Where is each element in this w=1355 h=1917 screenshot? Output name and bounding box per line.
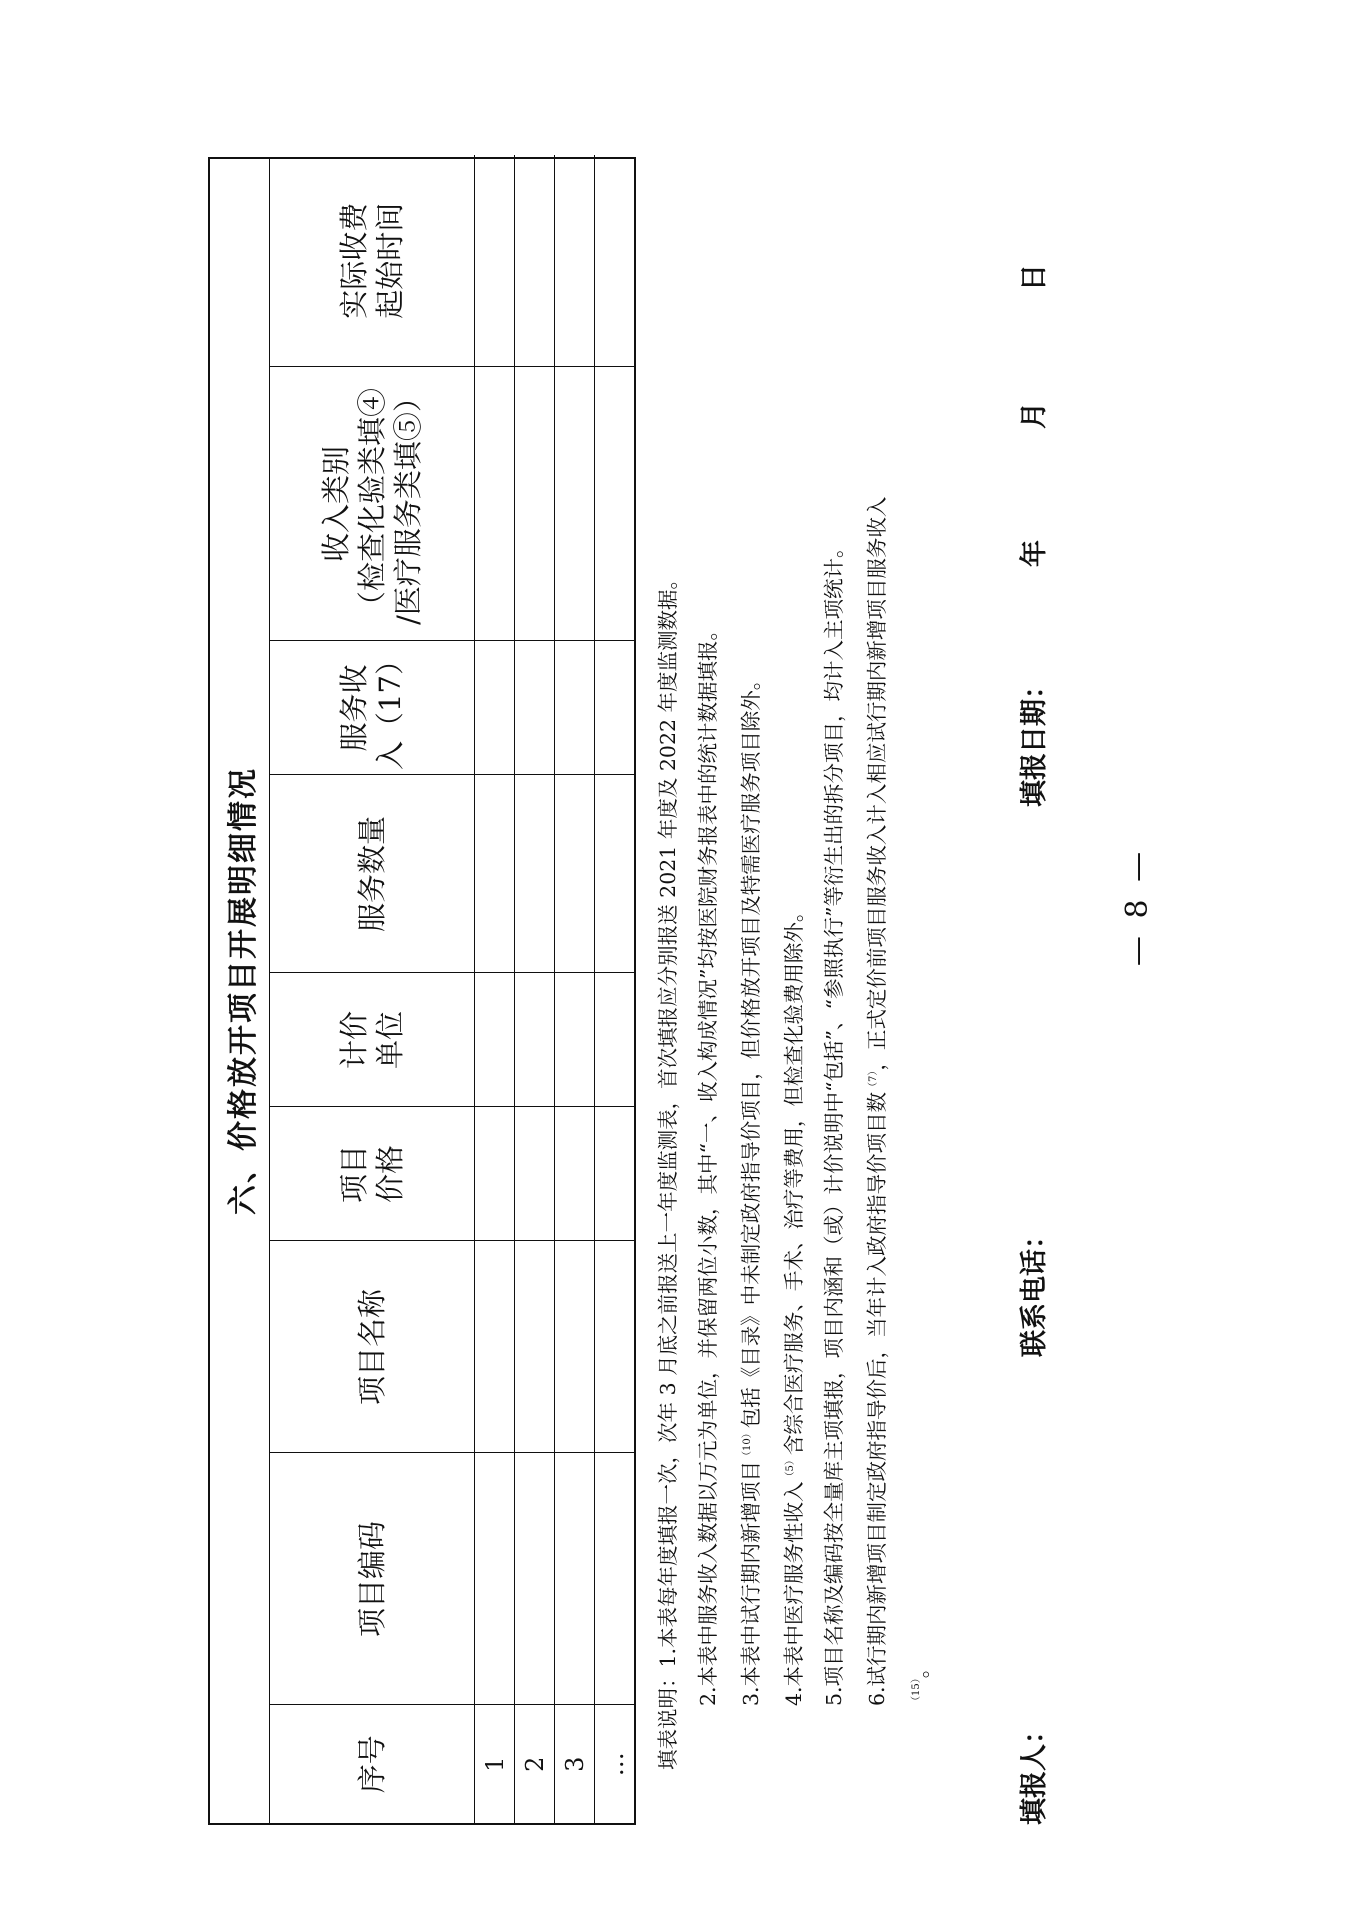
price-liberalized-items-table — [208, 157, 636, 1825]
header-row — [270, 155, 475, 1823]
note-line-7: $^{(15)}$。 — [908, 1657, 932, 1706]
filler-label: 填报人： — [1019, 1717, 1050, 1825]
header-item-code: 项目编码 — [270, 1453, 475, 1705]
detail-grid — [270, 155, 634, 1823]
header-service-revenue: 服务收 入（17） — [270, 641, 475, 775]
note-line-6: 6.试行期内新增项目制定政府指导价后，当年计入政府指导价项目数$^{(7)}$，正式定价前项目服务收入计入相应试行期内新增项目服务收入 — [865, 496, 889, 1706]
header-charging-start-time: 实际收费 起始时间 — [270, 155, 475, 367]
note-line-3: 3.本表中试行期内新增项目$^{(10)}$包括《目录》中未制定政府指导价项目，但价格放开项目及特需医疗服务项目除外。 — [739, 669, 763, 1706]
filling-instructions — [648, 110, 940, 1770]
table-row — [515, 155, 555, 1823]
table-row — [475, 155, 515, 1823]
row-serial: 3 — [555, 1705, 595, 1823]
contact-phone-label: 联系电话： — [1019, 1222, 1050, 1357]
table-row — [555, 155, 595, 1823]
note-line-2: 2.本表中服务收入数据以万元为单位，并保留两位小数，其中“一、收入构成情况”均按医院财务报表中的统计数据填报。 — [696, 619, 720, 1706]
date-year: 年 — [1019, 540, 1050, 567]
date-month: 月 — [1019, 402, 1050, 429]
header-revenue-category: 收入类别 （检查化验类填④ /医疗服务类填⑤） — [270, 367, 475, 641]
table-row — [595, 155, 635, 1823]
table-title: 六、价格放开项目开展明细情况 — [210, 159, 270, 1823]
fill-date-label: 填报日期： — [1019, 672, 1050, 807]
header-item-name: 项目名称 — [270, 1241, 475, 1453]
date-day: 日 — [1019, 264, 1050, 291]
header-pricing-unit: 计价 单位 — [270, 973, 475, 1107]
header-serial: 序号 — [270, 1705, 475, 1823]
page-number: — 8 — — [1120, 847, 1155, 967]
row-serial: … — [595, 1705, 635, 1823]
header-service-quantity: 服务数量 — [270, 775, 475, 973]
note-line-1: 填表说明：1.本表每年度填报一次，次年 3 月底之前报送上一年度监测表，首次填报应分别报送 2021 年度及 2022 年度监测数据。 — [656, 568, 680, 1770]
row-serial: 2 — [515, 1705, 555, 1823]
row-serial: 1 — [475, 1705, 515, 1823]
note-line-5: 5.项目名称及编码按全量库主项填报，项目内涵和（或）计价说明中“包括”、“参照执行”等衍生出的拆分项目，均计入主项统计。 — [822, 537, 846, 1706]
header-item-price: 项目 价格 — [270, 1107, 475, 1241]
note-line-4: 4.本表中医疗服务性收入$^{(5)}$含综合医疗服务、手术、治疗等费用，但检查化验费用除外。 — [782, 901, 806, 1706]
